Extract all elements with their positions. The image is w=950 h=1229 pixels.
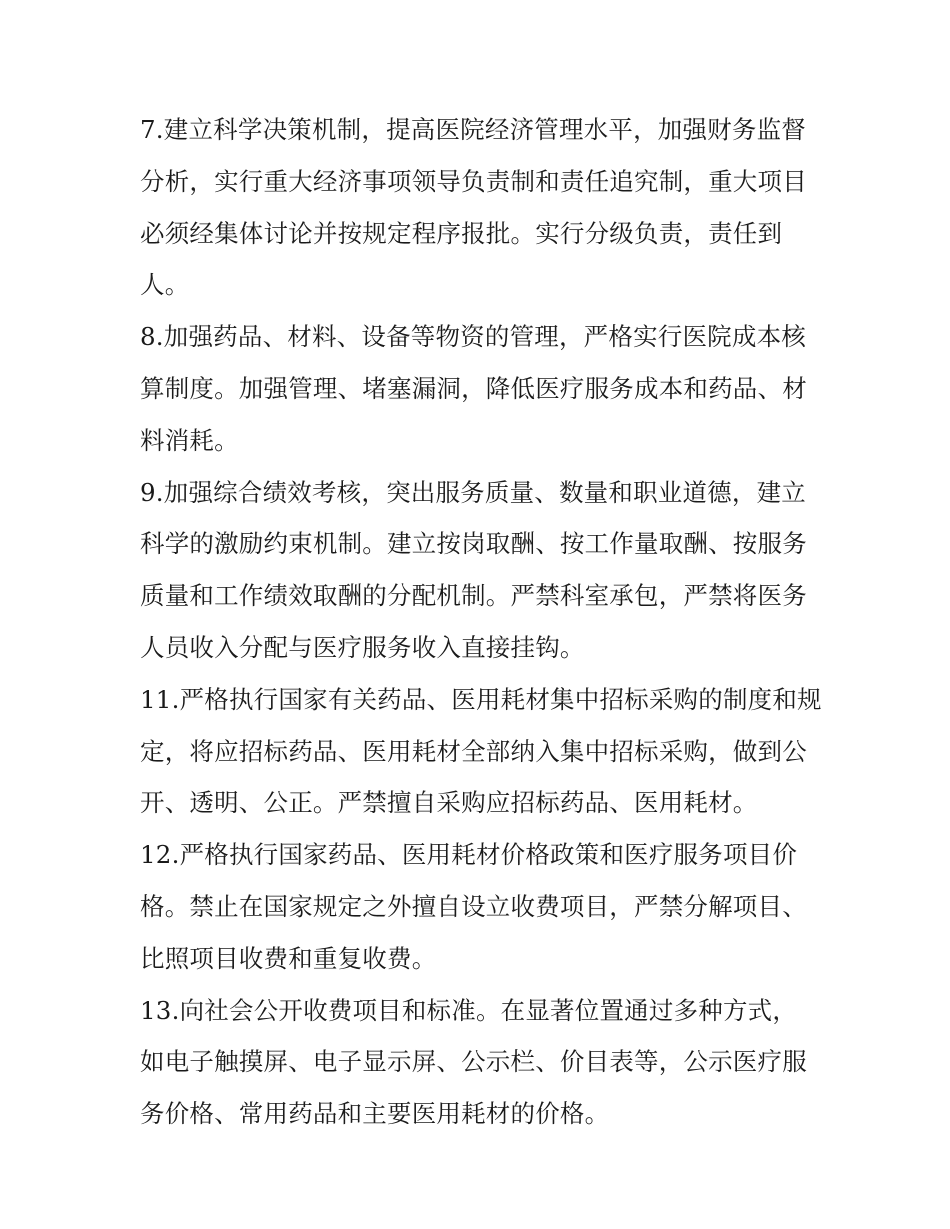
- text-line: 11.严格执行国家有关药品、医用耗材集中招标采购的制度和规: [140, 684, 822, 714]
- document-body: [140, 104, 820, 1140]
- text-line: 比照项目收费和重复收费。: [140, 943, 437, 973]
- text-line: 格。禁止在国家规定之外擅自设立收费项目，严禁分解项目、: [140, 891, 807, 921]
- text-line: 料消耗。: [140, 425, 239, 455]
- text-line: 务价格、常用药品和主要医用耗材的价格。: [140, 1099, 610, 1129]
- text-line: 13.向社会公开收费项目和标准。在显著位置通过多种方式，: [140, 995, 798, 1025]
- text-line: 分析，实行重大经济事项领导负责制和责任追究制，重大项目: [140, 166, 807, 196]
- text-line: 算制度。加强管理、堵塞漏洞，降低医疗服务成本和药品、材: [140, 373, 807, 403]
- text-line: 如电子触摸屏、电子显示屏、公示栏、价目表等，公示医疗服: [140, 1047, 807, 1077]
- text-line: 9.加强综合绩效考核，突出服务质量、数量和职业道德，建立: [140, 477, 806, 507]
- text-line: 必须经集体讨论并按规定程序报批。实行分级负责，责任到: [140, 218, 783, 248]
- text-line: 人。: [140, 270, 190, 300]
- text-line: 开、透明、公正。严禁擅自采购应招标药品、医用耗材。: [140, 788, 758, 818]
- text-line: 定，将应招标药品、医用耗材全部纳入集中招标采购，做到公: [140, 736, 807, 766]
- text-line: 7.建立科学决策机制，提高医院经济管理水平，加强财务监督: [140, 115, 806, 144]
- text-line: 质量和工作绩效取酬的分配机制。严禁科室承包，严禁将医务: [140, 581, 807, 611]
- text-line: 12.严格执行国家药品、医用耗材价格政策和医疗服务项目价: [140, 840, 798, 870]
- text-line: 科学的激励约束机制。建立按岗取酬、按工作量取酬、按服务: [140, 529, 807, 559]
- text-line: 8.加强药品、材料、设备等物资的管理，严格实行医院成本核: [140, 322, 806, 352]
- text-line: 人员收入分配与医疗服务收入直接挂钩。: [140, 632, 585, 662]
